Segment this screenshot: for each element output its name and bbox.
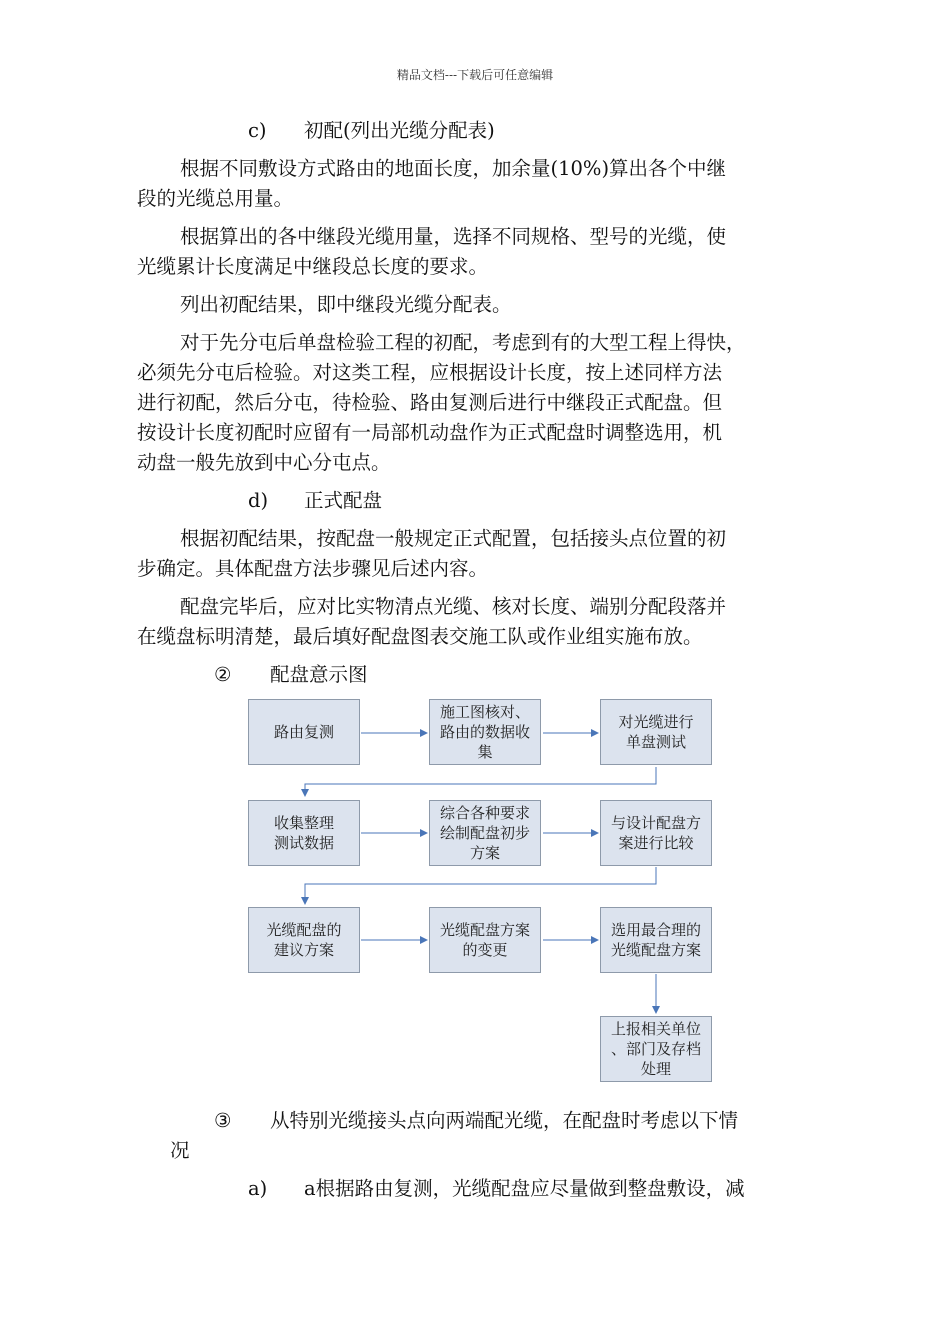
para1-line1: 根据不同敷设方式路由的地面长度，加余量(10%)算出各个中继 bbox=[180, 157, 727, 180]
section-c-title: 初配(列出光缆分配表) bbox=[304, 119, 495, 142]
flow-box-draft-plan bbox=[429, 800, 541, 866]
para5-line2: 步确定。具体配盘方法步骤见后述内容。 bbox=[137, 557, 489, 580]
flow-box-text: 与设计配盘方 案进行比较 bbox=[610, 814, 701, 852]
flow-box-suggested-plan bbox=[248, 907, 360, 973]
para2-line2: 光缆累计长度满足中继段总长度的要求。 bbox=[137, 255, 489, 278]
flow-box-route-survey bbox=[248, 699, 360, 765]
section-a-marker: a) bbox=[248, 1177, 268, 1200]
section-2-marker: ② bbox=[214, 663, 232, 686]
flow-box-text: 综合各种要求 绘制配盘初步 方案 bbox=[439, 804, 530, 862]
para2-line1: 根据算出的各中继段光缆用量，选择不同规格、型号的光缆，使 bbox=[180, 225, 727, 248]
section-d-title: 正式配盘 bbox=[304, 489, 383, 512]
flow-box-best-plan bbox=[600, 907, 712, 973]
arrow-3-4 bbox=[305, 767, 656, 796]
para4-line4: 按设计长度初配时应留有一局部机动盘作为正式配盘时调整选用，机 bbox=[137, 421, 723, 444]
flow-box-drawing-check bbox=[429, 699, 541, 765]
para4-line1: 对于先分屯后单盘检验工程的初配，考虑到有的大型工程上得快， bbox=[180, 331, 746, 354]
para4-line5: 动盘一般先放到中心分屯点。 bbox=[137, 451, 391, 474]
section-3-line1: 从特别光缆接头点向两端配光缆，在配盘时考虑以下情 bbox=[270, 1109, 739, 1132]
flow-box-report-archive bbox=[600, 1016, 712, 1082]
para4-line3: 进行初配，然后分屯，待检验、路由复测后进行中继段正式配盘。但 bbox=[137, 391, 723, 414]
flow-box-text: 收集整理 测试数据 bbox=[273, 814, 334, 852]
section-3-marker: ③ bbox=[214, 1109, 232, 1132]
flow-box-text: 施工图核对、 路由的数据收 集 bbox=[439, 703, 530, 761]
section-a-text: a根据路由复测，光缆配盘应尽量做到整盘敷设，减 bbox=[304, 1177, 745, 1200]
para1-line2: 段的光缆总用量。 bbox=[137, 187, 294, 210]
section-c-marker: c) bbox=[248, 119, 267, 142]
section-d-marker: d) bbox=[248, 489, 269, 512]
flow-box-text: 选用最合理的 光缆配盘方案 bbox=[610, 921, 701, 959]
flow-box-reel-test bbox=[600, 699, 712, 765]
flow-box-text: 路由复测 bbox=[273, 723, 334, 741]
arrow-6-7 bbox=[305, 867, 656, 904]
para3-line1: 列出初配结果，即中继段光缆分配表。 bbox=[180, 293, 512, 316]
para6-line1: 配盘完毕后，应对比实物清点光缆、核对长度、端别分配段落并 bbox=[180, 595, 727, 618]
flow-box-collect-data bbox=[248, 800, 360, 866]
page-header: 精品文档---下载后可任意编辑 bbox=[396, 68, 554, 82]
section-3-line2: 况 bbox=[170, 1139, 190, 1162]
flow-box-text: 上报相关单位 、部门及存档 处理 bbox=[610, 1020, 701, 1078]
para6-line2: 在缆盘标明清楚，最后填好配盘图表交施工队或作业组实施布放。 bbox=[137, 625, 703, 648]
flow-box-text: 对光缆进行 单盘测试 bbox=[618, 713, 694, 751]
flow-box-text: 光缆配盘方案 的变更 bbox=[439, 921, 530, 959]
para4-line2: 必须先分屯后检验。对这类工程，应根据设计长度，按上述同样方法 bbox=[137, 361, 723, 384]
flow-box-plan-change bbox=[429, 907, 541, 973]
para5-line1: 根据初配结果，按配盘一般规定正式配置，包括接头点位置的初 bbox=[180, 527, 727, 550]
flow-box-text: 光缆配盘的 建议方案 bbox=[266, 921, 342, 959]
section-2-title: 配盘意示图 bbox=[270, 663, 368, 686]
flow-box-compare-design bbox=[600, 800, 712, 866]
